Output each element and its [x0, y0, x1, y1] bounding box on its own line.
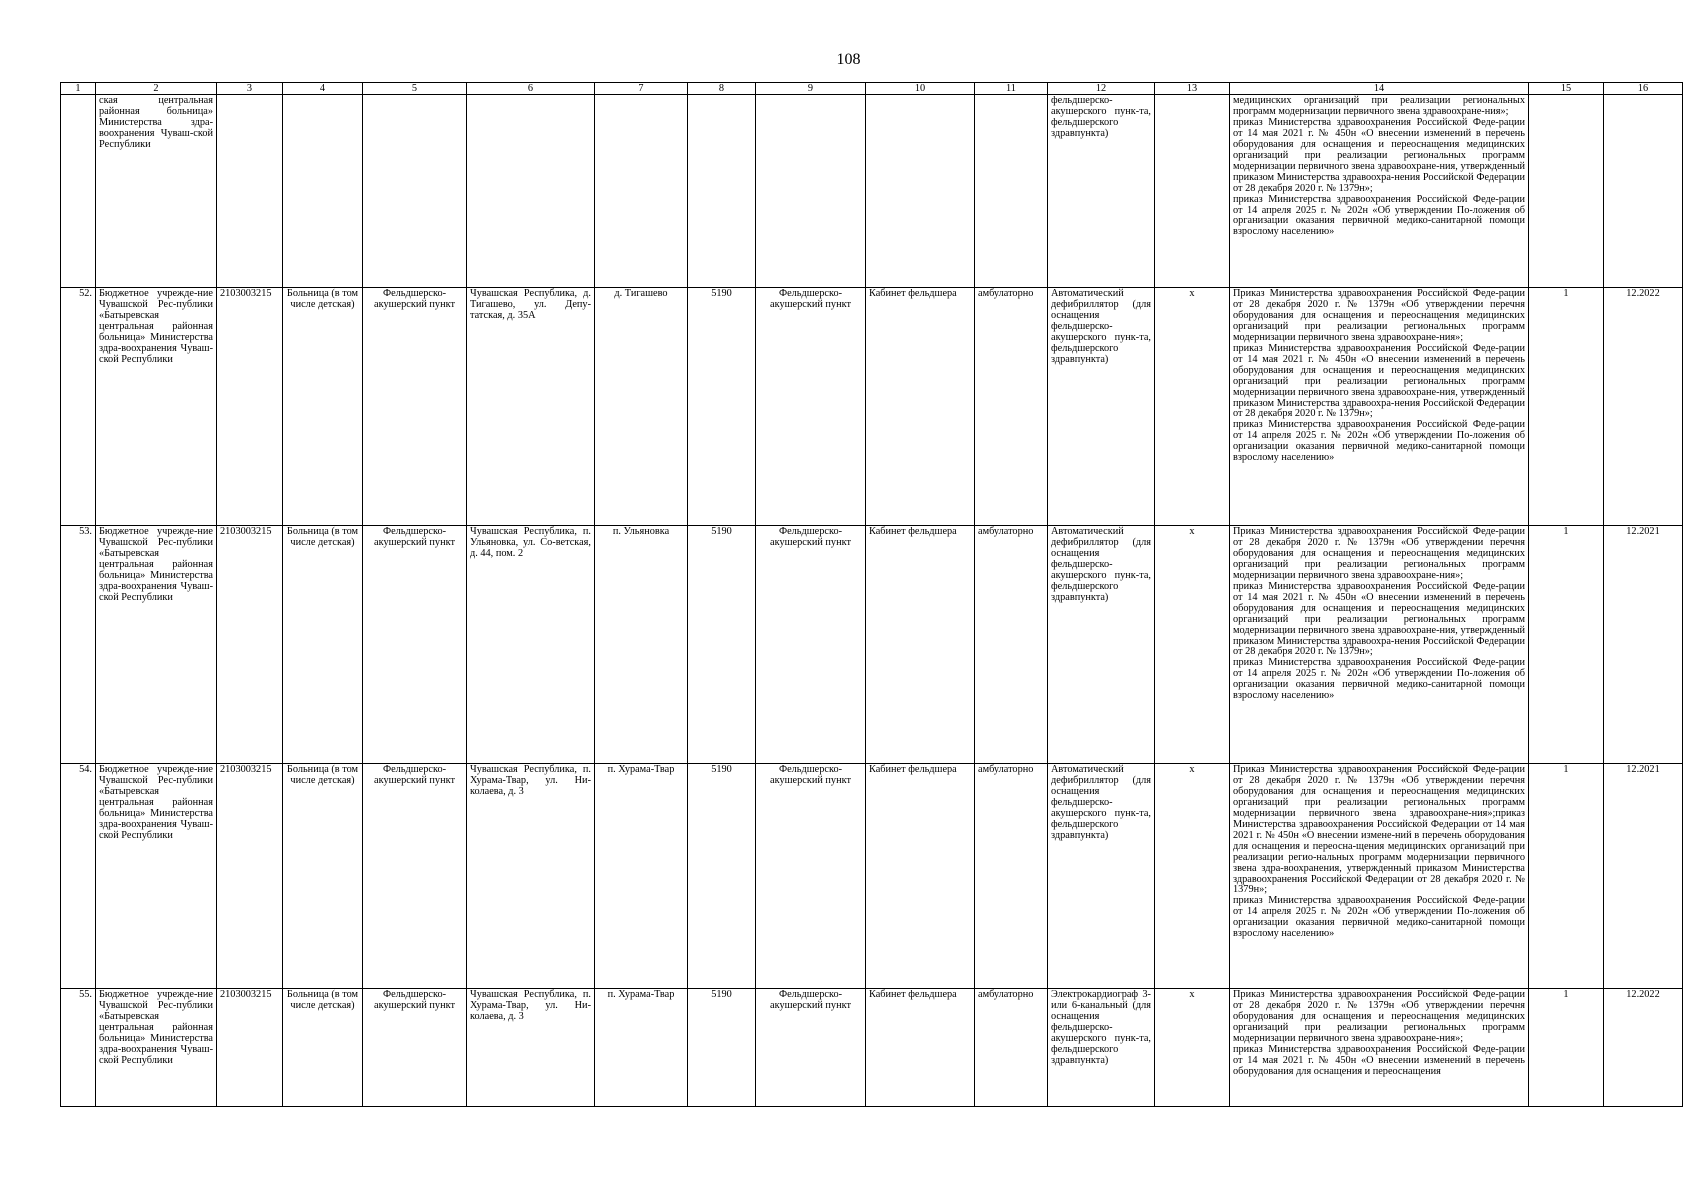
- table-row: [61, 526, 1683, 764]
- cell-organization: ская центральная районная больница» Министерства здра-воохранения Чуваш-ской Республики: [96, 95, 217, 288]
- legal-paragraph: приказ Министерства здравоохранения Российской Феде-рации от 14 апреля 2025 г. № 202н «Об утверждении По-ложения об организации оказания первичной медико-санитарной помощи взрослому населению»: [1233, 419, 1525, 464]
- cell-row-number: 55.: [61, 989, 96, 1107]
- table-row: [61, 288, 1683, 526]
- cell-empty: [866, 95, 975, 288]
- col-header: 11: [975, 83, 1048, 95]
- cell-date: 12.2021: [1604, 764, 1683, 989]
- legal-paragraph: приказ Министерства здравоохранения Российской Феде-рации от 14 апреля 2025 г. № 202н «Об утверждении По-ложения об организации оказания первичной медико-санитарной помощи взрослому населению»: [1233, 657, 1525, 702]
- col-header: 1: [61, 83, 96, 95]
- cell-row-number: 54.: [61, 764, 96, 989]
- cell-organization: Бюджетное учрежде-ние Чувашской Рес-публики «Батыревская центральная районная больница» Министерства здра-воохранения Чуваш-ской Республики: [96, 764, 217, 989]
- col-header: 15: [1529, 83, 1604, 95]
- cell-unit: Фельдшерско-акушерский пункт: [756, 526, 866, 764]
- cell-equipment: фельдшерско-акушерского пунк-та, фельдшерского здравпункта): [1048, 95, 1155, 288]
- cell-equipment: Автоматический дефибриллятор (для оснащения фельдшерско-акушерского пунк-та, фельдшерского здравпункта): [1048, 526, 1155, 764]
- legal-paragraph: приказ Министерства здравоохранения Российской Феде-рации от 14 апреля 2025 г. № 202н «Об утверждении По-ложения об организации оказания первичной медико-санитарной помощи взрослому населению»: [1233, 895, 1525, 940]
- cell-legal-basis: [1230, 526, 1529, 764]
- table-row: [61, 764, 1683, 989]
- cell-condition: амбулаторно: [975, 288, 1048, 526]
- legal-paragraph: приказ Министерства здравоохранения Российской Феде-рации от 14 мая 2021 г. № 450н «О внесении изменений в перечень оборудования для оснащения и переоснащения медицинских организаций при реализации региональных программ модернизации первичного звена здравоохране-ния, утвержденный приказом Министерства здравоохра-нения Российской Федерации от 28 декабря 2020 г. № 1379н»;: [1233, 580, 1525, 658]
- legal-paragraph: Приказ Министерства здравоохранения Российской Феде-рации от 28 декабря 2020 г. № 1379н «Об утверждении перечня оборудования для оснащения и переоснащения медицинских организаций при реализации региональных программ модернизации первичного звена здравоохране-ния»;: [1233, 288, 1525, 343]
- cell-empty: [61, 95, 96, 288]
- cell-inn: 2103003215: [217, 288, 283, 526]
- cell-empty: [363, 95, 467, 288]
- cell-code: 5190: [688, 989, 756, 1107]
- col-header: 6: [467, 83, 595, 95]
- table-row: [61, 989, 1683, 1107]
- cell-cabinet: Кабинет фельдшера: [866, 526, 975, 764]
- cell-empty: [1155, 95, 1230, 288]
- legal-paragraph: Приказ Министерства здравоохранения Российской Феде-рации от 28 декабря 2020 г. № 1379н «Об утверждении перечня оборудования для оснащения и переоснащения медицинских организаций при реализации региональных программ модернизации первичного звена здравоохране-ния»;: [1233, 989, 1525, 1044]
- cell-empty: [283, 95, 363, 288]
- col-header: 14: [1230, 83, 1529, 95]
- cell-address: Чувашская Республика, п. Ульяновка, ул. Со-ветская, д. 44, пом. 2: [467, 526, 595, 764]
- col-header: 10: [866, 83, 975, 95]
- cell-subdivision: Фельдшерско-акушерский пункт: [363, 764, 467, 989]
- cell-condition: амбулаторно: [975, 764, 1048, 989]
- cell-legal-basis: [1230, 95, 1529, 288]
- cell-subdivision: Фельдшерско-акушерский пункт: [363, 989, 467, 1107]
- col-header: 3: [217, 83, 283, 95]
- col-header: 12: [1048, 83, 1155, 95]
- cell-col13: х: [1155, 989, 1230, 1107]
- cell-facility-type: Больница (в том числе детская): [283, 288, 363, 526]
- cell-date: 12.2021: [1604, 526, 1683, 764]
- cell-row-number: 52.: [61, 288, 96, 526]
- cell-col13: х: [1155, 288, 1230, 526]
- cell-quantity: 1: [1529, 989, 1604, 1107]
- cell-unit: Фельдшерско-акушерский пункт: [756, 764, 866, 989]
- cell-cabinet: Кабинет фельдшера: [866, 764, 975, 989]
- col-header: 4: [283, 83, 363, 95]
- cell-empty: [975, 95, 1048, 288]
- legal-paragraph: медицинских организаций при реализации региональных программ модернизации первичного звена здравоохране-ния»;: [1233, 95, 1525, 117]
- cell-locality: п. Ульяновка: [595, 526, 688, 764]
- cell-empty: [1529, 95, 1604, 288]
- cell-legal-basis: [1230, 764, 1529, 989]
- cell-facility-type: Больница (в том числе детская): [283, 526, 363, 764]
- cell-quantity: 1: [1529, 288, 1604, 526]
- cell-organization: Бюджетное учрежде-ние Чувашской Рес-публики «Батыревская центральная районная больница» Министерства здра-воохранения Чуваш-ской Республики: [96, 526, 217, 764]
- col-header: 8: [688, 83, 756, 95]
- cell-empty: [1604, 95, 1683, 288]
- cell-address: Чувашская Республика, п. Хурама-Твар, ул. Ни-колаева, д. 3: [467, 989, 595, 1107]
- legal-paragraph: Приказ Министерства здравоохранения Российской Феде-рации от 28 декабря 2020 г. № 1379н «Об утверждении перечня оборудования для оснащения и переоснащения медицинских организаций при реализации региональных программ модернизации первичного звена здравоохране-ния»;приказ Министерства здравоохранения Российской Федерации от 14 мая 2021 г. № 450н «О внесении измене-ний в перечень оборудования для оснащения и переосна-щения медицинских организаций при реализации регио-нальных программ модернизации первичного звена здра-воохранения, утвержденный приказом Министерства здравоохранения Российской Федерации от 28 декабря 2020 г. № 1379н»;: [1233, 764, 1525, 896]
- cell-empty: [756, 95, 866, 288]
- col-header: 2: [96, 83, 217, 95]
- cell-date: 12.2022: [1604, 989, 1683, 1107]
- cell-locality: д. Тигашево: [595, 288, 688, 526]
- cell-quantity: 1: [1529, 764, 1604, 989]
- cell-subdivision: Фельдшерско-акушерский пункт: [363, 288, 467, 526]
- cell-empty: [688, 95, 756, 288]
- legal-paragraph: приказ Министерства здравоохранения Российской Феде-рации от 14 мая 2021 г. № 450н «О внесении изменений в перечень оборудования для оснащения и переоснащения медицинских организаций при реализации региональных программ модернизации первичного звена здравоохране-ния, утвержденный приказом Министерства здравоохра-нения Российской Федерации от 28 декабря 2020 г. № 1379н»;: [1233, 342, 1525, 420]
- cell-unit: Фельдшерско-акушерский пункт: [756, 288, 866, 526]
- cell-col13: х: [1155, 526, 1230, 764]
- cell-equipment: Электрокардиограф 3- или 6-канальный (для оснащения фельдшерско-акушерского пунк-та, фельдшерского здравпункта): [1048, 989, 1155, 1107]
- cell-empty: [217, 95, 283, 288]
- header-row: [61, 83, 1683, 95]
- cell-address: Чувашская Республика, п. Хурама-Твар, ул. Ни-колаева, д. 3: [467, 764, 595, 989]
- cell-subdivision: Фельдшерско-акушерский пункт: [363, 526, 467, 764]
- page-number: 108: [836, 51, 861, 68]
- legal-paragraph: приказ Министерства здравоохранения Российской Феде-рации от 14 апреля 2025 г. № 202н «Об утверждении По-ложения об организации оказания первичной медико-санитарной помощи взрослому населению»: [1233, 193, 1525, 238]
- col-header: 5: [363, 83, 467, 95]
- cell-legal-basis: [1230, 989, 1529, 1107]
- legal-paragraph: Приказ Министерства здравоохранения Российской Феде-рации от 28 декабря 2020 г. № 1379н «Об утверждении перечня оборудования для оснащения и переоснащения медицинских организаций при реализации региональных программ модернизации первичного звена здравоохране-ния»;: [1233, 526, 1525, 581]
- cell-col13: х: [1155, 764, 1230, 989]
- cell-inn: 2103003215: [217, 526, 283, 764]
- cell-empty: [595, 95, 688, 288]
- col-header: 7: [595, 83, 688, 95]
- legal-paragraph: приказ Министерства здравоохранения Российской Феде-рации от 14 мая 2021 г. № 450н «О внесении изменений в перечень оборудования для оснащения и переоснащения медицинских организаций при реализации региональных программ модернизации первичного звена здравоохране-ния, утвержденный приказом Министерства здравоохра-нения Российской Федерации от 28 декабря 2020 г. № 1379н»;: [1233, 116, 1525, 194]
- cell-condition: амбулаторно: [975, 989, 1048, 1107]
- cell-address: Чувашская Республика, д. Тигашево, ул. Депу-татская, д. 35А: [467, 288, 595, 526]
- cell-empty: [467, 95, 595, 288]
- cell-cabinet: Кабинет фельдшера: [866, 288, 975, 526]
- table-row-continuation: [61, 95, 1683, 288]
- cell-cabinet: Кабинет фельдшера: [866, 989, 975, 1107]
- cell-facility-type: Больница (в том числе детская): [283, 764, 363, 989]
- cell-locality: п. Хурама-Твар: [595, 764, 688, 989]
- cell-row-number: 53.: [61, 526, 96, 764]
- cell-locality: п. Хурама-Твар: [595, 989, 688, 1107]
- cell-legal-basis: [1230, 288, 1529, 526]
- col-header: 16: [1604, 83, 1683, 95]
- cell-organization: Бюджетное учрежде-ние Чувашской Рес-публики «Батыревская центральная районная больница» Министерства здра-воохранения Чуваш-ской Республики: [96, 989, 217, 1107]
- equipment-register-table: [60, 82, 1683, 1107]
- cell-unit: Фельдшерско-акушерский пункт: [756, 989, 866, 1107]
- cell-equipment: Автоматический дефибриллятор (для оснащения фельдшерско-акушерского пунк-та, фельдшерского здравпункта): [1048, 288, 1155, 526]
- cell-inn: 2103003215: [217, 989, 283, 1107]
- col-header: 9: [756, 83, 866, 95]
- cell-code: 5190: [688, 288, 756, 526]
- cell-condition: амбулаторно: [975, 526, 1048, 764]
- col-header: 13: [1155, 83, 1230, 95]
- legal-paragraph: приказ Министерства здравоохранения Российской Феде-рации от 14 мая 2021 г. № 450н «О внесении изменений в перечень оборудования для оснащения и переоснащения: [1233, 1043, 1525, 1077]
- cell-facility-type: Больница (в том числе детская): [283, 989, 363, 1107]
- cell-code: 5190: [688, 764, 756, 989]
- cell-inn: 2103003215: [217, 764, 283, 989]
- cell-equipment: Автоматический дефибриллятор (для оснащения фельдшерско-акушерского пунк-та, фельдшерского здравпункта): [1048, 764, 1155, 989]
- cell-date: 12.2022: [1604, 288, 1683, 526]
- cell-quantity: 1: [1529, 526, 1604, 764]
- cell-organization: Бюджетное учрежде-ние Чувашской Рес-публики «Батыревская центральная районная больница» Министерства здра-воохранения Чуваш-ской Республики: [96, 288, 217, 526]
- cell-code: 5190: [688, 526, 756, 764]
